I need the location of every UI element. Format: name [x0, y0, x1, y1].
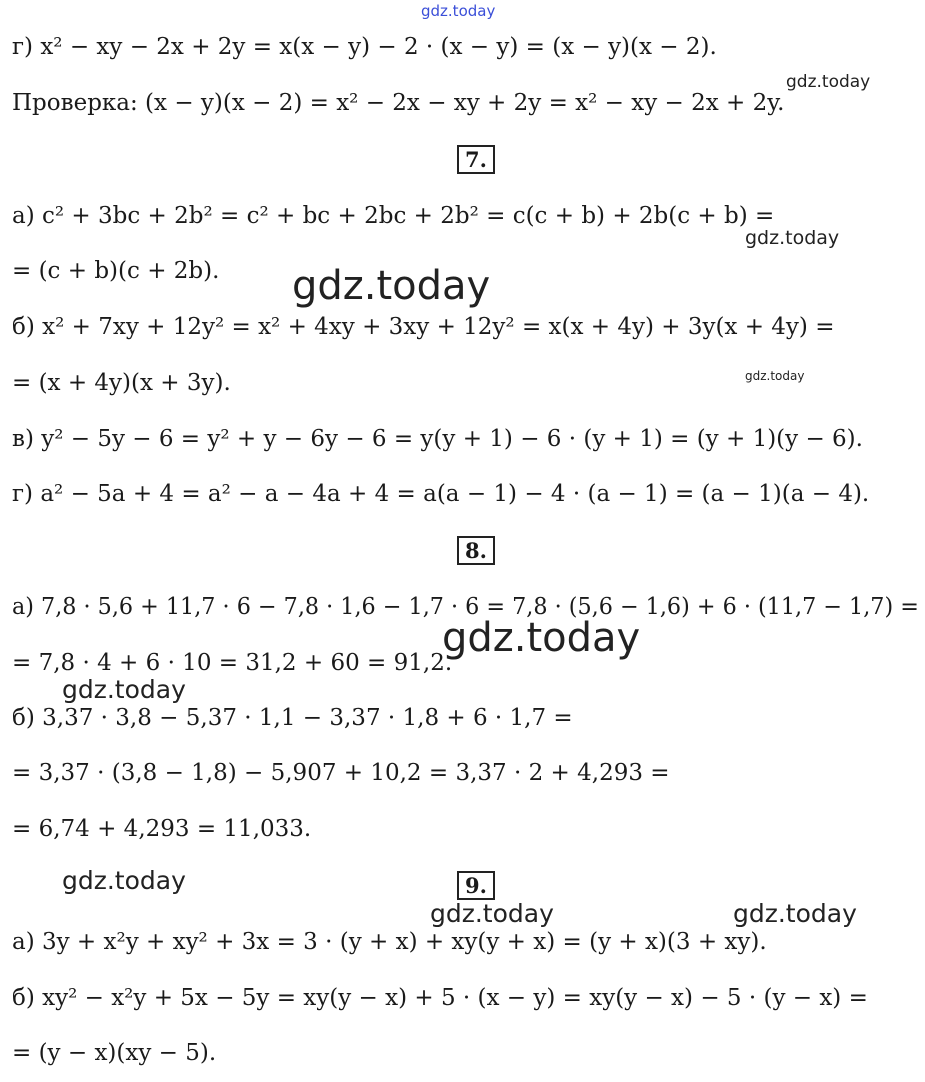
- solution-line: = 7,8 · 4 + 6 · 10 = 31,2 + 60 = 91,2.: [12, 650, 453, 676]
- watermark: gdz.today: [786, 72, 871, 92]
- watermark: gdz.today: [733, 899, 857, 928]
- solution-line: а) 3y + x²y + xy² + 3x = 3 · (y + x) + xy(y + x) = (y + x)(3 + xy).: [12, 929, 767, 955]
- solution-line: = (y − x)(xy − 5).: [12, 1040, 217, 1066]
- watermark: gdz.today: [62, 675, 186, 704]
- watermark: gdz.today: [745, 369, 805, 383]
- solution-line: = 6,74 + 4,293 = 11,033.: [12, 816, 312, 842]
- solution-line: = (c + b)(c + 2b).: [12, 258, 220, 284]
- task-number: 8.: [457, 536, 495, 565]
- solution-line: = 3,37 · (3,8 − 1,8) − 5,907 + 10,2 = 3,37 · 2 + 4,293 =: [12, 760, 670, 786]
- solution-line: а) 7,8 · 5,6 + 11,7 · 6 − 7,8 · 1,6 − 1,7 · 6 = 7,8 · (5,6 − 1,6) + 6 · (11,7 − 1,7) =: [12, 594, 919, 620]
- watermark: gdz.today: [442, 615, 641, 661]
- watermark: gdz.today: [292, 263, 491, 309]
- solution-line: а) c² + 3bc + 2b² = c² + bc + 2bc + 2b² = c(c + b) + 2b(c + b) =: [12, 203, 775, 229]
- solution-line: = (x + 4y)(x + 3y).: [12, 370, 231, 396]
- solution-line: б) 3,37 · 3,8 − 5,37 · 1,1 − 3,37 · 1,8 + 6 · 1,7 =: [12, 705, 573, 731]
- solution-line: г) a² − 5a + 4 = a² − a − 4a + 4 = a(a − 1) − 4 · (a − 1) = (a − 1)(a − 4).: [12, 481, 870, 507]
- solution-line: б) x² + 7xy + 12y² = x² + 4xy + 3xy + 12y² = x(x + 4y) + 3y(x + 4y) =: [12, 314, 835, 340]
- solution-line: г) x² − xy − 2x + 2y = x(x − y) − 2 · (x − y) = (x − y)(x − 2).: [12, 34, 717, 60]
- watermark: gdz.today: [430, 899, 554, 928]
- solution-line: в) y² − 5y − 6 = y² + y − 6y − 6 = y(y + 1) − 6 · (y + 1) = (y + 1)(y − 6).: [12, 426, 863, 452]
- solution-line: б) xy² − x²y + 5x − 5y = xy(y − x) + 5 · (x − y) = xy(y − x) − 5 · (y − x) =: [12, 985, 868, 1011]
- watermark: gdz.today: [745, 227, 840, 249]
- task-number: 7.: [457, 145, 495, 174]
- watermark: gdz.today: [62, 866, 186, 895]
- watermark: gdz.today: [421, 2, 496, 20]
- solution-line: Проверка: (x − y)(x − 2) = x² − 2x − xy + 2y = x² − xy − 2x + 2y.: [12, 90, 785, 116]
- task-number: 9.: [457, 871, 495, 900]
